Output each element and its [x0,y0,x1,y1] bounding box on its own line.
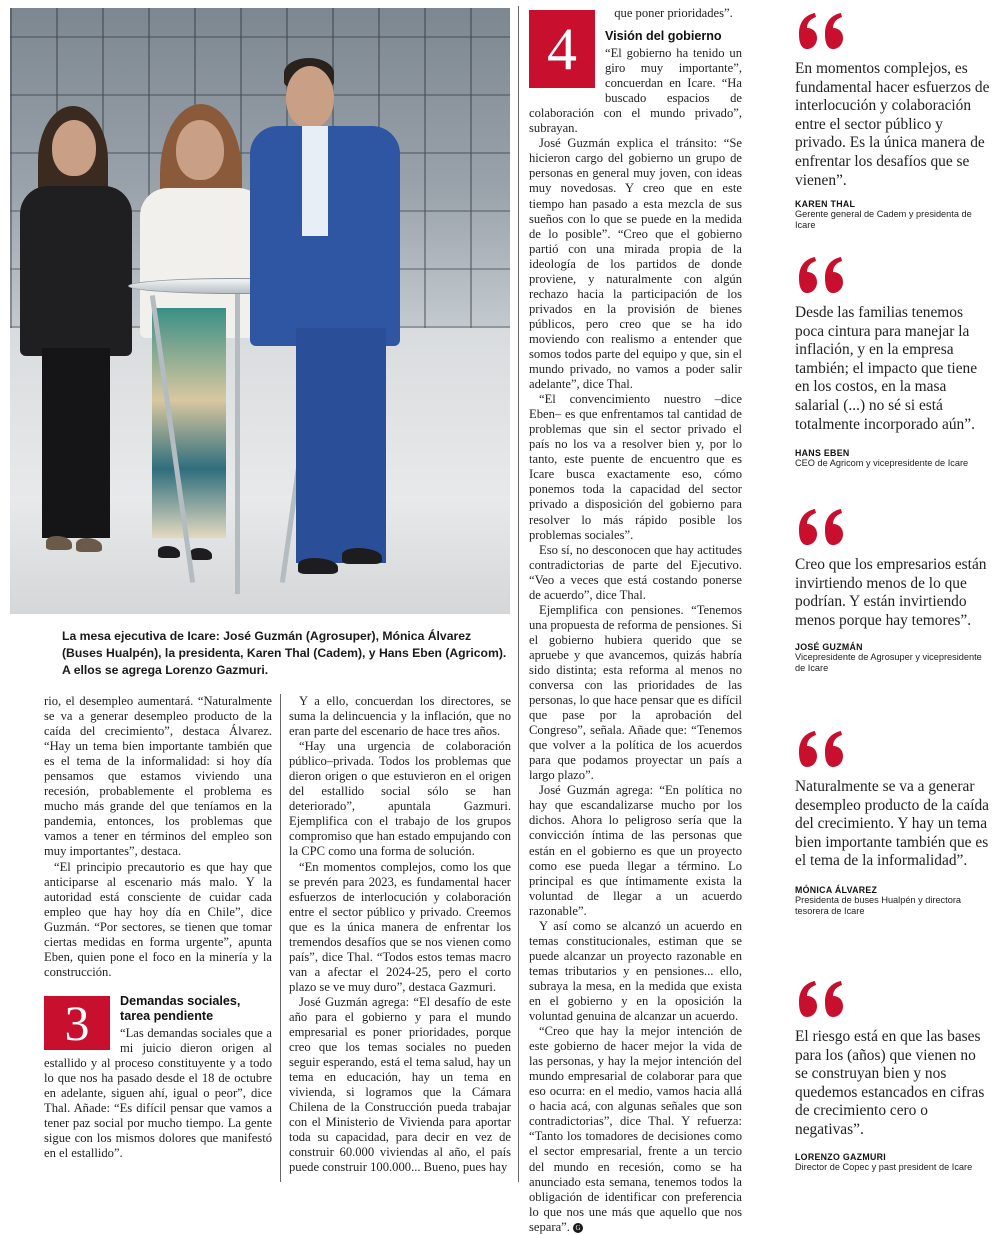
quote-author-role: Presidenta de buses Hualpén y directora tesorera de Icare [795,894,961,916]
quote-author-role: CEO de Agricom y vicepresidente de Icare [795,458,969,469]
article-paragraph: “El gobierno ha tenido un giro muy importante”, concuerdan en Icare. “Ha buscado espacios de colaboración con el mundo privado”, subrayan. [529,46,742,136]
pull-quote [795,730,990,917]
quote-mark-icon [795,980,849,1018]
quote-mark-icon [795,730,849,768]
quote-author: LORENZO GAZMURI [795,1151,886,1162]
pull-quote [795,256,990,469]
section-title: Demandas sociales, tarea pendiente [120,993,241,1023]
article-paragraph: José Guzmán explica el tránsito: “Se hicieron cargo del gobierno un grupo de personas en general muy joven, con ideas muy novedosas. Y creo que en este tiempo han pasado a esta mezcla de sus sueños con lo que se puede en la medida de lo posible”. “Creo que el gobierno partió con una mirada propia de la ideología de los partidos de donde proviene, y naturalmente con algún rechazo hacia la participación de los privados en la provisión de bienes públicos, pero creo que se ha ido moviendo con realismo a entender que somos todos parte del equipo y que, sin el mundo privado, no vamos a poder salir adelante”, dice Thal. [529,136,742,392]
section-4 [529,6,742,136]
quote-text: Desde las familias tenemos poca cintura para manejar la inflación, y en la empresa también; el impacto que tiene en los costos, en la masa salarial (...) no sé si está totalmente incorporado aún”. [795,304,978,433]
section-title: Visión del gobierno [605,29,722,44]
quote-author-role: Vicepresidente de Agrosuper y vicepresidente de Icare [795,652,982,674]
column-rule [280,694,281,1182]
article-paragraph: “Las demandas sociales que a mi juicio dieron origen al estallido y al proceso constituyente y a todo lo que nos ha pasado desde el 18 de octubre en adelante, siguen ahí, igual o peor”, dice Thal. Añade: “Es difícil pensar que vamos a tener paz social por mucho tiempo. La gente sigue con los mismos dolores que manifestó en el estallido”. [44,1025,272,1161]
article-paragraph: “El principio precautorio es que hay que anticiparse al escenario más malo. Y la autoridad está consciente de cuidar cada empleo que hay hoy día en Chile”, dice Guzmán. “Por sectores, se tienen que tomar ciertas medidas en forma urgente”, apunta Eben, quien pone el foco en la minería y la construcción. [44,859,272,979]
article-paragraph: “En momentos complejos, como los que se prevén para 2023, es fundamental hacer esfuerzos de interlocución y colaboración entre el sector público y privado. Creemos que es la única manera de enfrentar los tremendos desafíos que se nos vienen como país”, dice Thal. “Todos estos temas macro van a afectar el 2024-25, pero el corto plazo se ve muy duro”, destaca Gazmuri. [289,859,511,994]
article-paragraph: José Guzmán agrega: “En política no hay que escandalizarse mucho por los dichos. Ahora lo peligroso sería que la convicción íntima de las personas que están en el gobierno es que un proyecto como ese pueda llegar a término. Lo principal es que íntimamente exista la voluntad de llegar a un acuerdo razonable”. [529,783,742,918]
pull-quote [795,12,990,231]
quote-mark-icon [795,12,849,50]
article-photo [10,8,510,614]
article-column-1 [44,694,272,1161]
article-paragraph: que poner prioridades”. [614,6,733,20]
quote-author: MÓNICA ÁLVAREZ [795,884,878,895]
section-3 [44,994,272,1161]
article-paragraph: Eso sí, no desconocen que hay actitudes contradictorias de parte del Ejecutivo. “Veo a veces que está costando ponerse de acuerdo”, dice Thal. [529,542,742,602]
section-number-badge: 4 [529,10,595,88]
quote-mark-icon [795,256,849,294]
pull-quote [795,980,990,1173]
article-paragraph: “El convencimiento nuestro –dice Eben– es que enfrentamos tal cantidad de problemas que sin el sector privado el país no los va a resolver bien y, por lo tanto, este puente de encuentro que es Icare busca exactamente eso, cómo ponemos toda la capacidad del sector privado a disposición del gobierno para resolver lo más rápido posible los problemas sociales”. [529,392,742,542]
article-paragraph [529,1024,742,1235]
quote-author: JOSÉ GUZMÁN [795,642,863,653]
article-paragraph-text: “Creo que hay la mejor intención de este gobierno de hacer mejor la vida de las personas, y hay la mejor intención del mundo empresarial de colaborar para que eso ocurra: en el medio, vamos hacia allá o hacia acá, con algunas señales que son contradictorias”, dice Thal. Y refuerza: “Tanto los tomadores de decisiones como el sector empresarial, frente a un tercio del mundo en recesión, como se ha anunciado esta semana, tenemos todos la obligación de identificar con preferencia lo que nos une más que aquello que nos separa”. [529,1024,742,1234]
quote-mark-icon [795,508,849,546]
column-rule [518,6,519,1182]
quote-author: KAREN THAL [795,199,856,210]
article-paragraph: rio, el desempleo aumentará. “Naturalmente se va a generar desempleo producto de la caída del crecimiento”, destaca Álvarez. “Hay un tema bien importante también que es el tema de la informalidad: si hoy día pensamos que estamos viviendo una recesión, probablemente el problema es mucho más grande del que teníamos en la pandemia, entonces, los problemas que vamos a tener en términos del empleo son muy importantes”, destaca. [44,694,272,859]
article-column-3 [529,6,742,1235]
quote-author-role: Director de Copec y past president de Icare [795,1161,973,1172]
end-mark-icon: G [573,1223,583,1233]
quote-text: El riesgo está en que las bases para los (años) que vienen no se construyan bien y nos quedemos estancados en cifras de crecimiento cero o negativas”. [795,1028,985,1138]
article-paragraph: “Hay una urgencia de colaboración público–privada. Todos los problemas que dieron origen o que estuvieron en el origen del estallido social sólo se han deteriorado”, apuntala Gazmuri. Ejemplifica con el trabajo de los grupos compromiso que han estado empujando con la CPC como una forma de solución. [289,739,511,859]
quote-text: Creo que los empresarios están invirtiendo menos de lo que podrían. Y están invirtiendo menos porque hay temores”. [795,556,987,629]
article-paragraph: José Guzmán agrega: “El desafío de este año para el gobierno y para el mundo empresarial es poner prioridades, porque creo que los temas sociales no pueden seguir esperando, está el tema salud, hay un tema en educación, hay un tema en vivienda, si logramos que la Cámara Chilena de la Construcción pueda trabajar con el Ministerio de Vivienda para aportar toda su capacidad, para decir en vez de construir 60.000 viviendas al año, el país puede construir 100.000... Bueno, pues hay [289,994,511,1175]
article-paragraph: Y así como se alcanzó un acuerdo en temas constitucionales, estiman que se puede alcanzar un proyecto razonable en temas tributarios y en pensiones... ello, subraya la mesa, en la medida que exista en el gobierno y en la oposición la voluntad genuina de alcanzar un acuerdo. [529,918,742,1024]
quote-text: Naturalmente se va a generar desempleo producto de la caída del crecimiento. Y hay un tema bien importante también que es el tema de la informalidad”. [795,778,990,870]
quote-author: HANS EBEN [795,448,850,459]
pull-quote [795,508,990,674]
quote-author-role: Gerente general de Cadem y presidenta de Icare [795,209,972,231]
quote-text: En momentos complejos, es fundamental hacer esfuerzos de interlocución y colaboración entre el sector público y privado. Es la única manera de enfrentar los desafíos que se vienen”. [795,60,990,189]
article-column-2 [289,694,511,1176]
article-paragraph: Y a ello, concuerdan los directores, se suma la delincuencia y la inflación, que no eran parte del escenario de hace tres años. [289,694,511,739]
article-paragraph: Ejemplifica con pensiones. “Tenemos una propuesta de reforma de pensiones. Si el gobierno hubiera querido que se apruebe y que avancemos, quizás habría sido distinta; esta reforma al menos no conversa con las prioridades de las personas, lo que hace pensar que es difícil que pase por la aprobación del Congreso”, señala. Añade que: “Tenemos que volver a la política de los acuerdos para que podamos proyectar un país a largo plazo”. [529,602,742,783]
section-number-badge: 3 [44,996,110,1050]
photo-caption: La mesa ejecutiva de Icare: José Guzmán (Agrosuper), Mónica Álvarez (Buses Hualpén), la presidenta, Karen Thal (Cadem), y Hans Eben (Agricom). A ellos se agrega Lorenzo Gazmuri. [62,629,507,677]
